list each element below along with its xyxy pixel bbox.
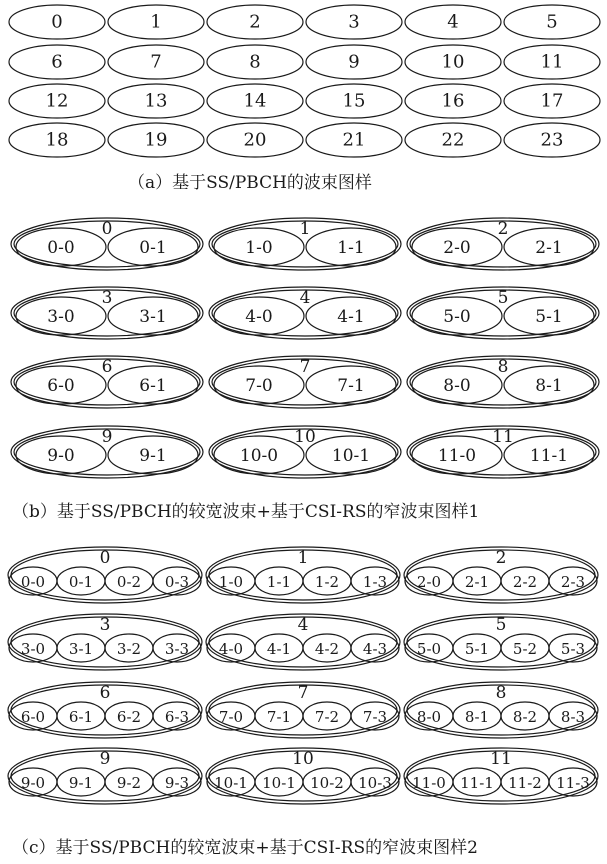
narrow-beam-c-label: 1-0	[218, 573, 244, 591]
narrow-beam-b-label: 7-0	[245, 376, 273, 396]
narrow-beam-c-label: 0-3	[164, 573, 190, 591]
narrow-beam-c-label: 11-3	[556, 774, 590, 792]
wide-beam-b-label: 4	[299, 288, 311, 308]
beam-a-label: 14	[243, 90, 267, 112]
narrow-beam-c-label: 7-0	[218, 708, 244, 726]
narrow-beam-c-label: 4-1	[266, 640, 292, 658]
narrow-beam-b-label: 11-1	[529, 446, 569, 466]
narrow-beam-c-label: 10-1	[262, 774, 296, 792]
wide-beam-c-label: 5	[495, 615, 507, 635]
narrow-beam-c-label: 10-2	[310, 774, 344, 792]
narrow-beam-b-label: 3-0	[47, 307, 75, 327]
beam-a-label: 13	[144, 90, 168, 112]
narrow-beam-c-label: 6-1	[68, 708, 94, 726]
beam-a-label: 4	[447, 11, 459, 33]
narrow-beam-b-label: 9-1	[139, 446, 167, 466]
narrow-beam-c-label: 7-3	[362, 708, 388, 726]
narrow-beam-c-label: 11-1	[460, 774, 494, 792]
beam-a-label: 7	[150, 51, 162, 73]
narrow-beam-c-label: 9-2	[116, 774, 142, 792]
narrow-beam-c-label: 0-2	[116, 573, 142, 591]
narrow-beam-b-label: 10-0	[239, 446, 279, 466]
wide-beam-b-label: 11	[492, 427, 514, 447]
narrow-beam-c-label: 1-1	[266, 573, 292, 591]
beam-a-label: 8	[249, 51, 261, 73]
wide-beam-c-label: 9	[99, 749, 111, 769]
narrow-beam-c-label: 4-3	[362, 640, 388, 658]
narrow-beam-b-label: 8-1	[535, 376, 563, 396]
narrow-beam-c-label: 8-3	[560, 708, 586, 726]
wide-beam-c-label: 3	[99, 615, 111, 635]
narrow-beam-c-label: 1-3	[362, 573, 388, 591]
narrow-beam-b-label: 2-0	[443, 238, 471, 258]
wide-beam-b-label: 0	[101, 219, 113, 239]
narrow-beam-c-label: 9-0	[20, 774, 46, 792]
narrow-beam-b-label: 0-0	[47, 238, 75, 258]
caption-c: （c）基于SS/PBCH的较宽波束+基于CSI-RS的窄波束图样2	[12, 838, 478, 858]
narrow-beam-c-label: 5-3	[560, 640, 586, 658]
wide-beam-c-label: 10	[292, 749, 314, 769]
narrow-beam-c-label: 11-2	[508, 774, 542, 792]
narrow-beam-c-label: 2-1	[464, 573, 490, 591]
narrow-beam-b-label: 11-0	[437, 446, 477, 466]
beam-a-label: 16	[441, 90, 465, 112]
narrow-beam-c-label: 8-0	[416, 708, 442, 726]
beam-a-label: 2	[249, 11, 261, 33]
narrow-beam-c-label: 1-2	[314, 573, 340, 591]
wide-beam-b-label: 5	[497, 288, 509, 308]
narrow-beam-c-label: 4-0	[218, 640, 244, 658]
beam-a-label: 19	[144, 129, 168, 151]
wide-beam-b-label: 7	[299, 357, 311, 377]
narrow-beam-c-label: 3-3	[164, 640, 190, 658]
narrow-beam-c-label: 7-1	[266, 708, 292, 726]
wide-beam-c-label: 8	[495, 683, 507, 703]
beam-a-label: 3	[348, 11, 360, 33]
narrow-beam-c-label: 0-1	[68, 573, 94, 591]
beam-a-label: 18	[45, 129, 69, 151]
wide-beam-b-label: 1	[299, 219, 311, 239]
wide-beam-c-label: 11	[490, 749, 512, 769]
narrow-beam-c-label: 10-3	[358, 774, 392, 792]
narrow-beam-c-label: 7-2	[314, 708, 340, 726]
narrow-beam-c-label: 11-0	[412, 774, 446, 792]
narrow-beam-b-label: 7-1	[337, 376, 365, 396]
wide-beam-b-label: 8	[497, 357, 509, 377]
narrow-beam-c-label: 2-2	[512, 573, 538, 591]
beam-a-label: 20	[243, 129, 267, 151]
wide-beam-b-label: 9	[101, 427, 113, 447]
beam-a-label: 9	[348, 51, 360, 73]
narrow-beam-b-label: 6-0	[47, 376, 75, 396]
beam-a-label: 10	[441, 51, 465, 73]
narrow-beam-c-label: 6-0	[20, 708, 46, 726]
narrow-beam-c-label: 9-1	[68, 774, 94, 792]
wide-beam-c-label: 7	[297, 683, 309, 703]
beam-a-label: 12	[45, 90, 69, 112]
beam-a-label: 5	[546, 11, 558, 33]
narrow-beam-b-label: 6-1	[139, 376, 167, 396]
narrow-beam-c-label: 2-3	[560, 573, 586, 591]
wide-beam-b-label: 6	[101, 357, 113, 377]
narrow-beam-c-label: 6-3	[164, 708, 190, 726]
wide-beam-c-label: 1	[297, 548, 309, 568]
beam-a-label: 0	[51, 11, 63, 33]
narrow-beam-b-label: 5-1	[535, 307, 563, 327]
beam-a-label: 11	[540, 51, 564, 73]
wide-beam-b-label: 10	[294, 427, 316, 447]
narrow-beam-c-label: 4-2	[314, 640, 340, 658]
wide-beam-c-label: 4	[297, 615, 309, 635]
wide-beam-c-label: 6	[99, 683, 111, 703]
narrow-beam-b-label: 3-1	[139, 307, 167, 327]
narrow-beam-c-label: 6-2	[116, 708, 142, 726]
narrow-beam-b-label: 10-1	[331, 446, 371, 466]
narrow-beam-c-label: 3-2	[116, 640, 142, 658]
narrow-beam-c-label: 2-0	[416, 573, 442, 591]
narrow-beam-c-label: 3-1	[68, 640, 94, 658]
narrow-beam-b-label: 1-0	[245, 238, 273, 258]
narrow-beam-b-label: 0-1	[139, 238, 167, 258]
wide-beam-c-label: 0	[99, 548, 111, 568]
narrow-beam-c-label: 8-1	[464, 708, 490, 726]
wide-beam-b-label: 2	[497, 219, 509, 239]
beam-a-label: 1	[150, 11, 162, 33]
beam-a-label: 6	[51, 51, 63, 73]
narrow-beam-b-label: 9-0	[47, 446, 75, 466]
caption-a: （a）基于SS/PBCH的波束图样	[128, 173, 372, 193]
narrow-beam-c-label: 8-2	[512, 708, 538, 726]
narrow-beam-b-label: 4-1	[337, 307, 365, 327]
beam-a-label: 17	[540, 90, 564, 112]
narrow-beam-c-label: 3-0	[20, 640, 46, 658]
narrow-beam-c-label: 5-1	[464, 640, 490, 658]
beam-a-label: 22	[441, 129, 465, 151]
narrow-beam-b-label: 5-0	[443, 307, 471, 327]
narrow-beam-c-label: 0-0	[20, 573, 46, 591]
wide-beam-c-label: 2	[495, 548, 507, 568]
beam-a-label: 21	[342, 129, 366, 151]
narrow-beam-c-label: 9-3	[164, 774, 190, 792]
narrow-beam-b-label: 2-1	[535, 238, 563, 258]
narrow-beam-c-label: 10-1	[214, 774, 248, 792]
narrow-beam-b-label: 1-1	[337, 238, 365, 258]
caption-b: （b）基于SS/PBCH的较宽波束+基于CSI-RS的窄波束图样1	[12, 502, 480, 522]
beam-a-label: 23	[540, 129, 564, 151]
narrow-beam-b-label: 4-0	[245, 307, 273, 327]
wide-beam-b-label: 3	[101, 288, 113, 308]
narrow-beam-c-label: 5-2	[512, 640, 538, 658]
narrow-beam-b-label: 8-0	[443, 376, 471, 396]
beam-a-label: 15	[342, 90, 366, 112]
narrow-beam-c-label: 5-0	[416, 640, 442, 658]
